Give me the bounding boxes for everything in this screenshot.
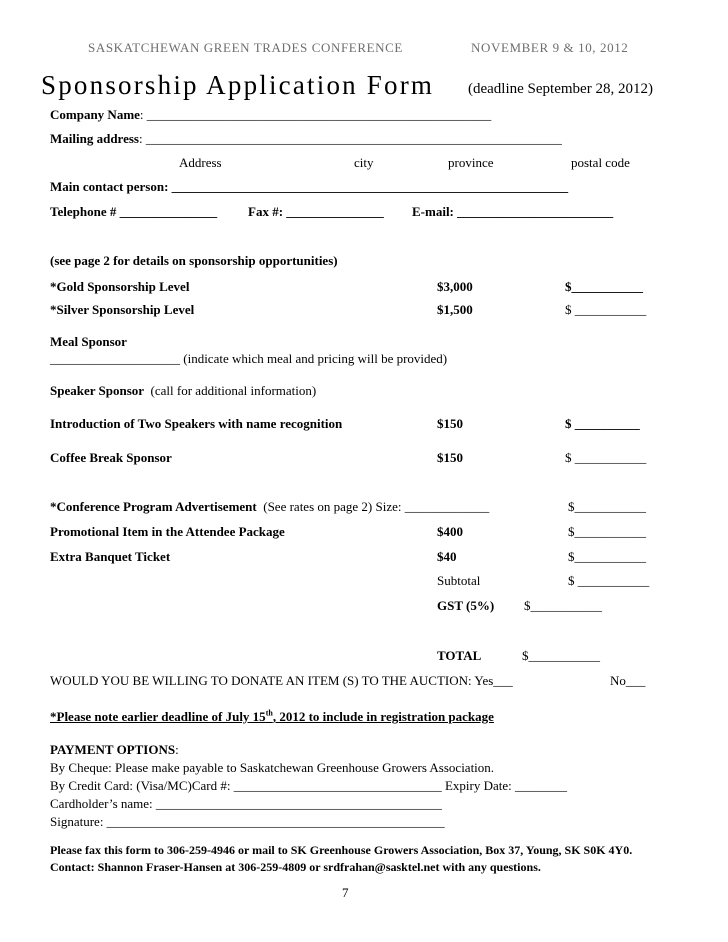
mailing-address-line: : ________________________________________________________________ (138, 131, 562, 146)
mailing-address-field[interactable] (50, 131, 562, 147)
promo-item-label: Promotional Item in the Attendee Package (50, 524, 285, 539)
payment-credit-card-field[interactable]: By Credit Card: (Visa/MC)Card #: ________________________________ Expiry Date: ________ (50, 778, 568, 793)
meal-sponsor-field[interactable] (50, 351, 447, 367)
subtotal-label: Subtotal (437, 573, 481, 588)
address-caption: Address (179, 155, 222, 170)
program-ad-amount-field[interactable]: $___________ (568, 499, 646, 514)
form-title: Sponsorship Application Form (41, 70, 435, 100)
intro-speakers-amount-field[interactable]: $ __________ (565, 416, 640, 431)
page-number: 7 (342, 885, 349, 900)
city-caption: city (354, 155, 374, 170)
main-contact-field[interactable]: Main contact person: _____________________________________________________________ (50, 179, 569, 194)
payment-heading-colon: : (175, 742, 179, 757)
silver-amount-field[interactable]: $ ___________ (565, 302, 647, 317)
banquet-ticket-label: Extra Banquet Ticket (50, 549, 171, 564)
see-page-note: (see page 2 for details on sponsorship opportunities) (50, 253, 338, 268)
conference-name: SASKATCHEWAN GREEN TRADES CONFERENCE (88, 40, 403, 55)
gold-price: $3,000 (437, 279, 473, 294)
postal-code-caption: postal code (571, 155, 630, 170)
promo-item-amount-field[interactable]: $___________ (568, 524, 646, 539)
fax-field[interactable]: Fax #: _______________ (248, 204, 384, 219)
speaker-sponsor-row (50, 383, 316, 399)
gold-label: *Gold Sponsorship Level (50, 279, 190, 294)
signature-field[interactable]: Signature: ____________________________________________________ (50, 814, 445, 829)
coffee-break-price: $150 (437, 450, 463, 465)
company-name-line: : _____________________________________________________ (139, 107, 492, 122)
gst-label: GST (5%) (437, 598, 495, 613)
contact-instructions: Contact: Shannon Fraser-Hansen at 306-259-4809 or srdfrahan@sasktel.net with any questions. (50, 860, 541, 874)
mailing-address-label: Mailing address (50, 131, 139, 146)
company-name-label: Company Name (50, 107, 140, 122)
silver-label: *Silver Sponsorship Level (50, 302, 195, 317)
speaker-sponsor-note: (call for additional information) (150, 383, 317, 398)
conference-dates: NOVEMBER 9 & 10, 2012 (471, 40, 629, 55)
total-label: TOTAL (437, 648, 482, 663)
fax-instructions: Please fax this form to 306-259-4946 or mail to SK Greenhouse Growers Association, Box 37, Young, SK S0K 4Y0. (50, 843, 633, 857)
total-amount-field[interactable]: $___________ (522, 648, 600, 663)
banquet-ticket-amount-field[interactable]: $___________ (568, 549, 646, 564)
early-deadline-text: *Please note earlier deadline of July 15 (50, 709, 266, 724)
program-ad-row[interactable] (50, 499, 489, 515)
auction-question[interactable]: WOULD YOU BE WILLING TO DONATE AN ITEM (S) TO THE AUCTION: Yes___ (50, 673, 513, 688)
coffee-break-label: Coffee Break Sponsor (50, 450, 172, 465)
payment-options-heading (50, 742, 179, 758)
early-deadline-sup: th (265, 708, 273, 718)
gold-amount-field[interactable]: $___________ (565, 279, 643, 294)
form-deadline: (deadline September 28, 2012) (468, 81, 653, 97)
early-deadline-text-end: , 2012 to include in registration package (272, 709, 494, 724)
early-deadline-note (50, 709, 494, 725)
program-ad-label: *Conference Program Advertisement (50, 499, 257, 514)
speaker-sponsor-label: Speaker Sponsor (50, 383, 145, 398)
payment-heading-text: PAYMENT OPTIONS (50, 742, 176, 757)
subtotal-amount-field[interactable]: $ ___________ (568, 573, 650, 588)
coffee-break-amount-field[interactable]: $ ___________ (565, 450, 647, 465)
company-name-field[interactable] (50, 107, 491, 123)
auction-no-field[interactable]: No___ (610, 673, 646, 688)
cardholder-name-field[interactable]: Cardholder’s name: ____________________________________________ (50, 796, 442, 811)
province-caption: province (448, 155, 494, 170)
promo-item-price: $400 (437, 524, 463, 539)
meal-sponsor-note: (indicate which meal and pricing will be provided) (183, 351, 448, 366)
telephone-field[interactable]: Telephone # _______________ (50, 204, 218, 219)
gst-amount-field[interactable]: $___________ (524, 598, 602, 613)
payment-cheque: By Cheque: Please make payable to Saskatchewan Greenhouse Growers Association. (50, 760, 495, 775)
banquet-ticket-price: $40 (437, 549, 457, 564)
meal-sponsor-line: ____________________ (50, 351, 180, 366)
intro-speakers-price: $150 (437, 416, 463, 431)
program-ad-note: (See rates on page 2) Size: _____________ (263, 499, 490, 514)
silver-price: $1,500 (437, 302, 473, 317)
meal-sponsor-label: Meal Sponsor (50, 334, 127, 349)
intro-speakers-label: Introduction of Two Speakers with name recognition (50, 416, 343, 431)
email-field[interactable]: E-mail: ________________________ (412, 204, 614, 219)
